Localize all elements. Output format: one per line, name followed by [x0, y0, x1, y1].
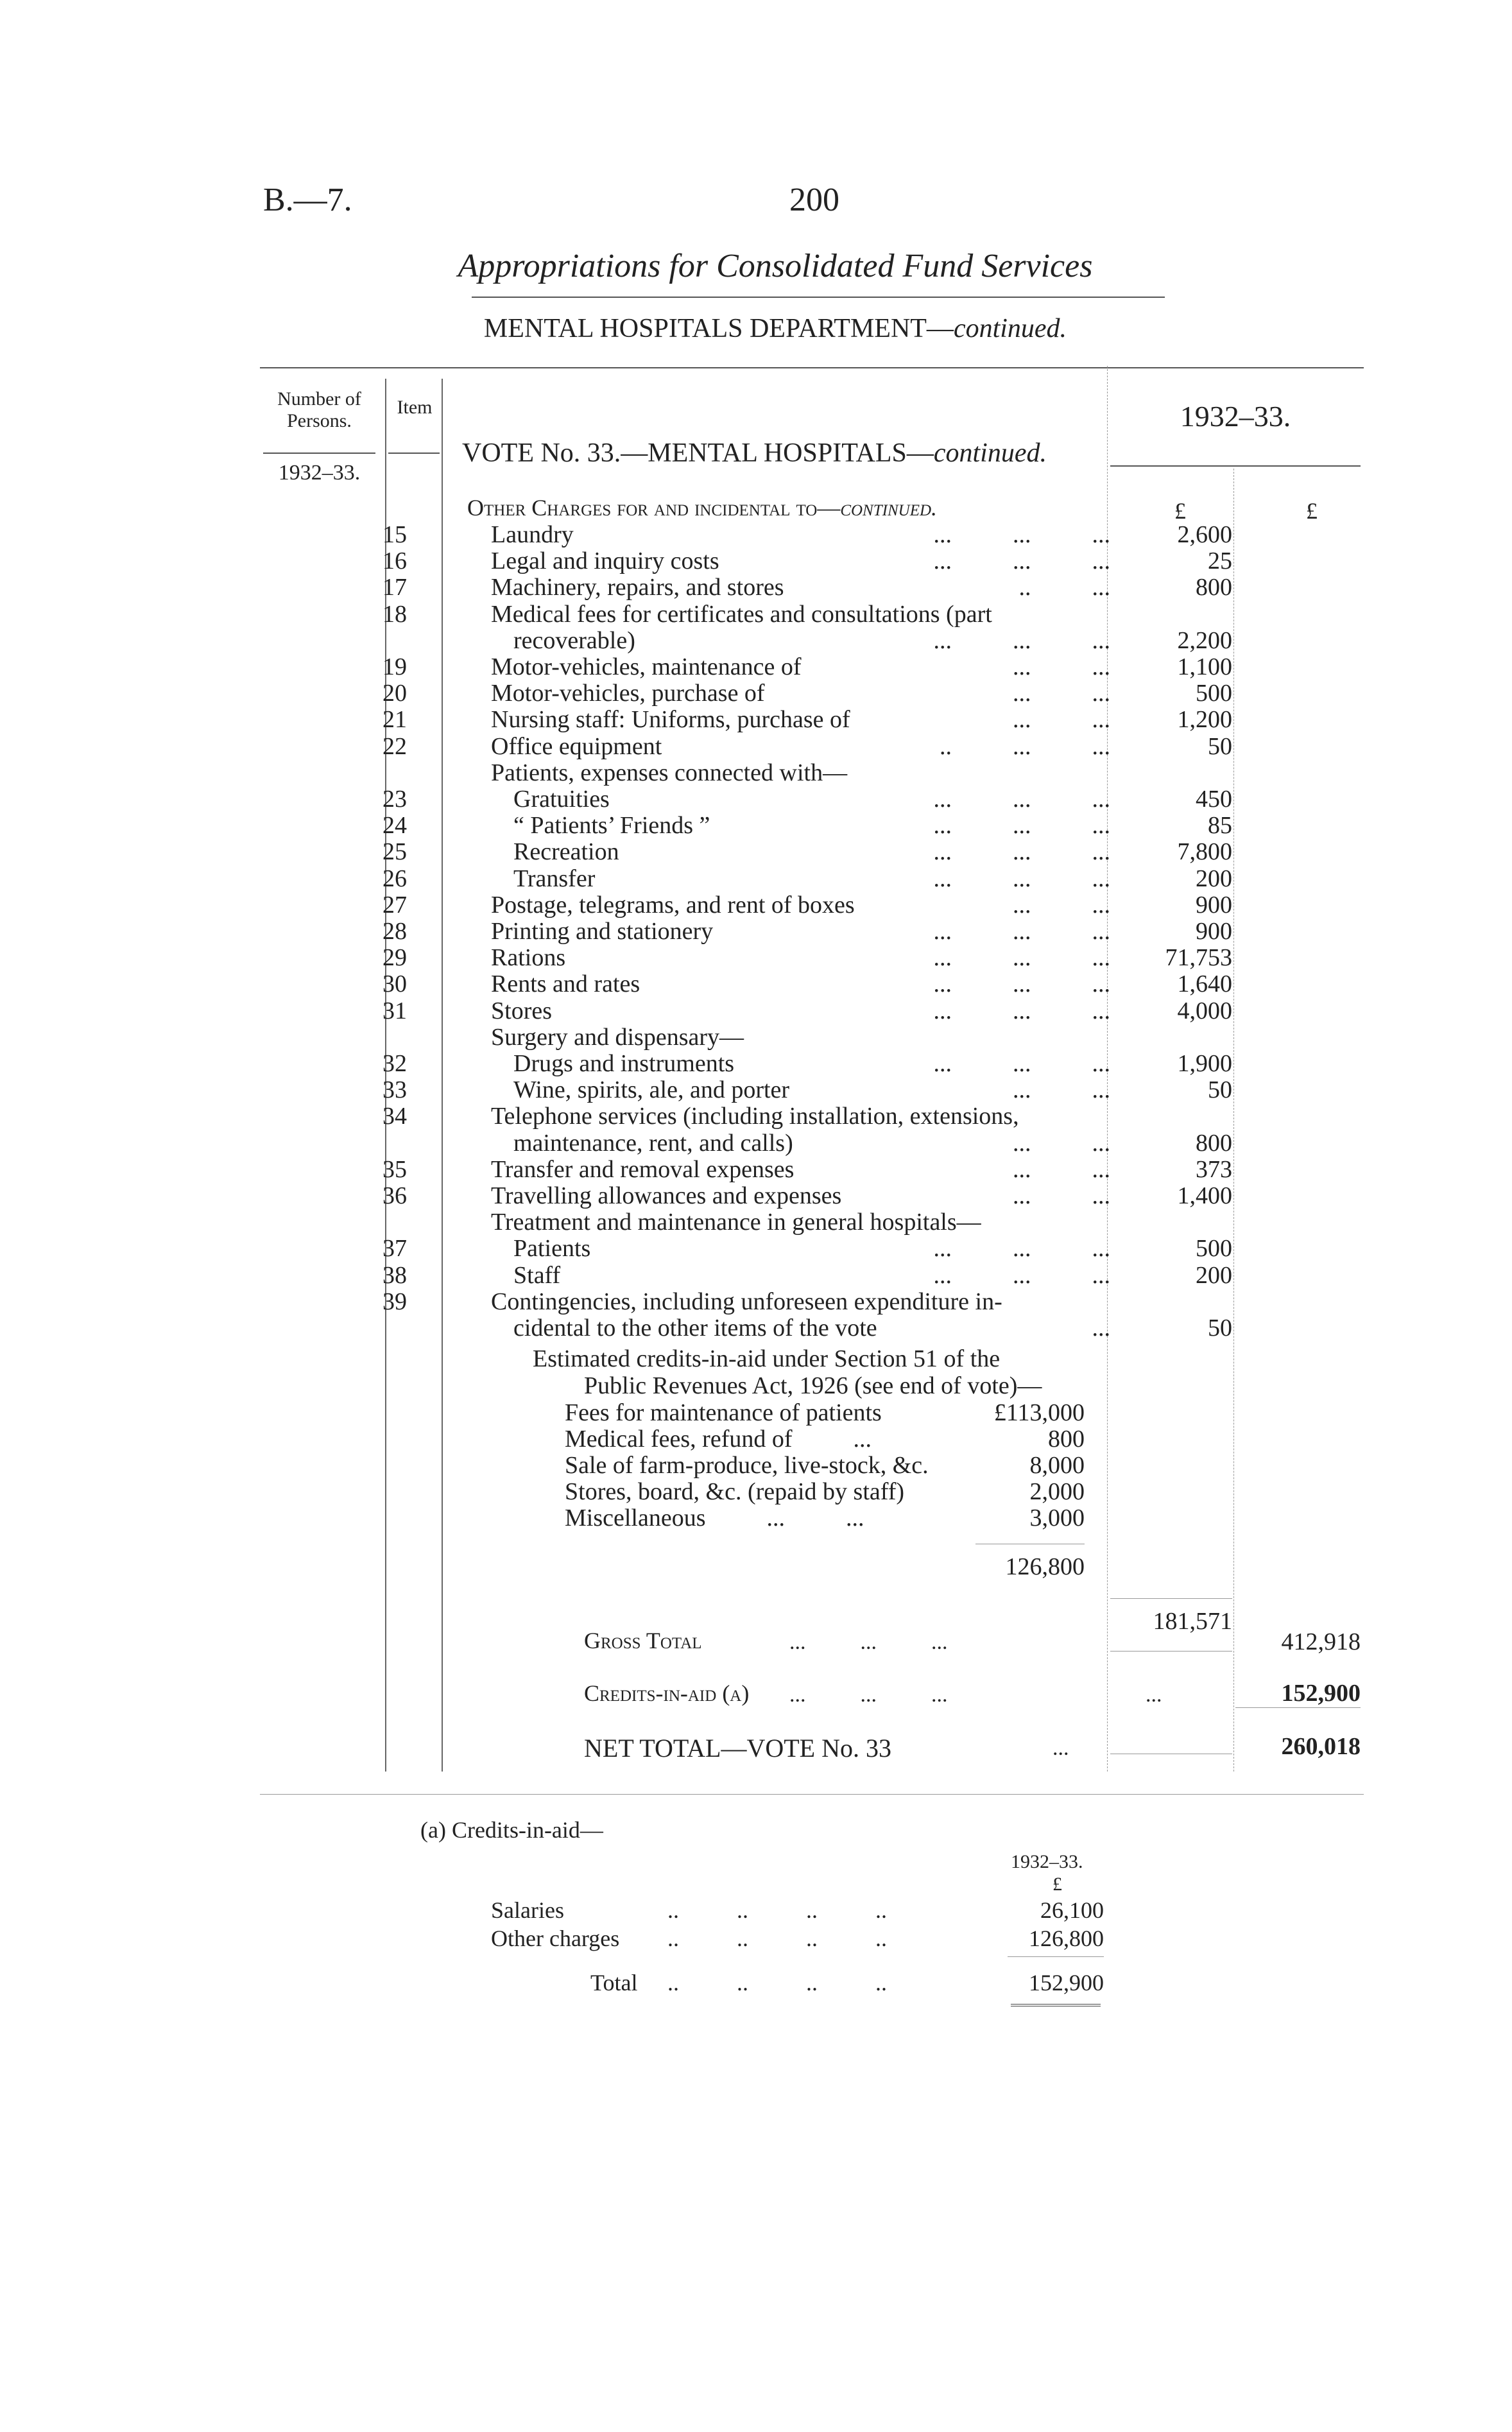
item-leader-dots: ... ... ...	[933, 997, 1110, 1024]
item-number: 26	[382, 865, 407, 892]
item-leader-dots: ... ...	[1013, 653, 1110, 680]
item-row	[359, 1235, 1110, 1262]
item-number: 35	[382, 1155, 407, 1183]
item-row	[359, 521, 1110, 548]
item-leader-dots: .. ...	[1018, 574, 1110, 601]
item-description: Motor-vehicles, maintenance of	[491, 653, 802, 680]
vote-heading-continued: continued.	[933, 438, 1047, 468]
item-row	[359, 1262, 1110, 1289]
item-row	[359, 1315, 1110, 1341]
item-number: 27	[382, 891, 407, 918]
item-number: 29	[382, 944, 407, 972]
item-description: maintenance, rent, and calls)	[513, 1129, 793, 1157]
gross-total-dots: ... ... ...	[789, 1630, 948, 1654]
item-amount: 900	[1196, 891, 1232, 918]
item-leader-dots: ... ... ...	[933, 838, 1110, 866]
item-description: Stores	[491, 997, 552, 1024]
item-number: 18	[382, 600, 407, 628]
item-leader-dots: ... ...	[1013, 1155, 1110, 1183]
item-leader-dots: ... ... ...	[933, 786, 1110, 813]
year-column-header: 1932–33.	[1180, 400, 1291, 433]
item-description: cidental to the other items of the vote	[513, 1315, 877, 1341]
item-number: 31	[382, 997, 407, 1024]
footnote-line-amount: 126,800	[1029, 1926, 1104, 1951]
item-row	[359, 653, 1110, 680]
item-number: 30	[382, 970, 407, 998]
table-top-rule	[260, 367, 1364, 368]
item-row	[359, 1182, 1110, 1209]
credit-line-label: Fees for maintenance of patients	[565, 1399, 882, 1426]
item-leader-dots: ... ... ...	[933, 812, 1110, 840]
gross-total-amount: 412,918	[1281, 1628, 1361, 1655]
net-total-amount-bold: 260,018	[1281, 1733, 1361, 1760]
item-amount: 50	[1208, 1076, 1232, 1104]
item-row	[359, 627, 1110, 654]
item-number: 39	[382, 1288, 407, 1315]
document-code: B.—7.	[263, 182, 352, 218]
item-row	[359, 1209, 1110, 1236]
item-leader-dots: ... ...	[1013, 680, 1110, 707]
item-leader-dots: ... ... ...	[933, 970, 1110, 998]
item-number: 32	[382, 1050, 407, 1077]
item-number: 28	[382, 918, 407, 945]
credits-in-aid-mid-dots: ...	[1146, 1683, 1162, 1707]
item-amount: 900	[1196, 918, 1232, 945]
item-row	[359, 1156, 1110, 1183]
item-leader-dots: ... ... ...	[933, 1235, 1110, 1263]
item-description: Travelling allowances and expenses	[491, 1182, 842, 1209]
page-number: 200	[789, 182, 839, 218]
item-row	[359, 944, 1110, 971]
item-description: Machinery, repairs, and stores	[491, 574, 784, 601]
item-number: 38	[382, 1261, 407, 1289]
item-description: Drugs and instruments	[513, 1050, 735, 1077]
credit-line-amount: 800	[1048, 1426, 1085, 1453]
table-bottom-rule	[260, 1794, 1364, 1795]
page-title: Appropriations for Consolidated Fund Services	[458, 248, 1093, 284]
item-row	[359, 838, 1110, 865]
item-row	[359, 997, 1110, 1024]
item-number: 24	[382, 812, 407, 840]
item-leader-dots: ... ... ...	[933, 865, 1110, 892]
item-amount: 500	[1196, 1235, 1232, 1263]
credits-intro-line1: Estimated credits-in-aid under Section 51 of the	[533, 1345, 1001, 1372]
footnote-total-amount: 152,900	[1029, 1970, 1104, 1996]
footnote-total-dots: .. .. .. ..	[667, 1970, 887, 1996]
item-description: Treatment and maintenance in general hospitals—	[491, 1209, 981, 1236]
item-description: Telephone services (including installation, extensions,	[491, 1103, 1019, 1130]
item-amount: 50	[1208, 1315, 1232, 1341]
item-row	[359, 574, 1110, 601]
credit-line-amount: £113,000	[993, 1399, 1085, 1426]
item-leader-dots: ... ...	[1013, 1076, 1110, 1104]
credits-in-aid-text: Credits-in-aid	[584, 1680, 717, 1706]
section-heading-main: Other Charges for and incidental to—	[467, 495, 841, 521]
credits-in-aid-label	[584, 1680, 749, 1707]
footnote-line-label: Salaries	[491, 1897, 564, 1923]
pound-sign-col2: £	[1306, 498, 1318, 524]
item-description: Office equipment	[491, 732, 662, 760]
credit-line-label: Miscellaneous ... ...	[565, 1505, 864, 1531]
persons-header-rule	[263, 453, 375, 454]
item-amount: 200	[1196, 865, 1232, 892]
footnote-total-rule	[1008, 1956, 1104, 1957]
footnote-double-rule	[1011, 2004, 1101, 2006]
credit-line-amount: 2,000	[1029, 1478, 1085, 1505]
item-amount: 85	[1208, 812, 1232, 840]
amount-col-mid-rule	[1233, 469, 1234, 1772]
gross-rule-col1	[1110, 1651, 1232, 1652]
item-number: 21	[382, 706, 407, 734]
item-row	[359, 1076, 1110, 1103]
item-number: 25	[382, 838, 407, 866]
year-header-rule	[1110, 465, 1361, 467]
item-number: 19	[382, 653, 407, 680]
item-leader-dots: ... ... ...	[933, 521, 1110, 548]
item-amount: 800	[1196, 574, 1232, 601]
item-amount: 71,753	[1165, 944, 1232, 972]
item-amount: 1,100	[1177, 653, 1232, 680]
item-row	[359, 1130, 1110, 1157]
subtitle-continued: continued.	[953, 314, 1067, 343]
item-description: Staff	[513, 1261, 561, 1289]
item-description: Printing and stationery	[491, 918, 714, 945]
vote-heading-main: VOTE No. 33.—MENTAL HOSPITALS—	[462, 438, 934, 468]
item-number: 37	[382, 1235, 407, 1263]
credit-line-amount: 8,000	[1029, 1452, 1085, 1479]
credits-rule-col2	[1235, 1707, 1361, 1708]
item-description: Legal and inquiry costs	[491, 548, 719, 575]
vote-heading	[462, 438, 1047, 469]
credit-line-amount: 3,000	[1029, 1505, 1085, 1531]
footnote-year: 1932–33.	[1011, 1851, 1083, 1872]
item-amount: 7,800	[1177, 838, 1232, 866]
item-description: Surgery and dispensary—	[491, 1023, 744, 1051]
item-row	[359, 1103, 1110, 1130]
footnote-line-dots: .. .. .. ..	[667, 1926, 887, 1951]
item-description: Laundry	[491, 521, 574, 548]
item-number: 17	[382, 574, 407, 601]
credits-in-aid-amount	[1232, 1680, 1361, 1707]
credits-in-aid-ref: (a)	[722, 1680, 750, 1706]
section-heading-continued: continued.	[840, 495, 938, 521]
item-amount: 25	[1208, 548, 1232, 575]
item-amount: 200	[1196, 1261, 1232, 1289]
footnote-title: (a) Credits-in-aid—	[420, 1817, 603, 1843]
item-description: Gratuities	[513, 786, 610, 813]
item-row	[359, 865, 1110, 892]
credit-line-label: Medical fees, refund of ...	[565, 1426, 872, 1453]
item-row	[359, 680, 1110, 707]
item-leader-dots: ... ... ...	[933, 626, 1110, 654]
item-description: “ Patients’ Friends ”	[513, 812, 710, 840]
item-number: 15	[382, 521, 407, 548]
item-description: Nursing staff: Uniforms, purchase of	[491, 706, 850, 734]
item-row	[359, 892, 1110, 918]
item-description: recoverable)	[513, 626, 635, 654]
item-row	[359, 918, 1110, 945]
footnote-line-dots: .. .. .. ..	[667, 1897, 887, 1923]
item-amount: 800	[1196, 1129, 1232, 1157]
item-row	[359, 786, 1110, 813]
gross-total-label: Gross Total	[584, 1628, 702, 1653]
footnote-line-label: Other charges	[491, 1926, 620, 1951]
item-row	[359, 548, 1110, 574]
item-header-rule	[388, 453, 440, 454]
net-total-amount	[1232, 1733, 1361, 1760]
item-description: Patients	[513, 1235, 591, 1263]
item-leader-dots: ... ...	[1013, 706, 1110, 734]
item-amount: 50	[1208, 732, 1232, 760]
persons-year-header: 1932–33.	[278, 461, 361, 485]
item-leader-dots: ... ... ...	[933, 548, 1110, 575]
footnote-line-amount: 26,100	[1040, 1897, 1104, 1923]
item-leader-dots: ...	[1092, 1315, 1110, 1341]
item-leader-dots: ... ...	[1013, 1129, 1110, 1157]
item-amount: 1,900	[1177, 1050, 1232, 1077]
net-total-label: NET TOTAL—VOTE No. 33	[584, 1734, 891, 1763]
item-number: 34	[382, 1103, 407, 1130]
footnote-total-label: Total	[590, 1970, 638, 1996]
item-amount: 2,600	[1177, 521, 1232, 548]
persons-column-header: Number of Persons.	[277, 388, 361, 431]
item-description: Recreation	[513, 838, 619, 866]
item-description: Motor-vehicles, purchase of	[491, 680, 765, 707]
footnote-pound: £	[1052, 1874, 1062, 1895]
item-leader-dots: ... ... ...	[933, 944, 1110, 972]
item-number: 22	[382, 732, 407, 760]
item-row	[359, 970, 1110, 997]
item-row	[359, 1024, 1110, 1051]
item-row	[359, 706, 1110, 733]
item-description: Medical fees for certificates and consultations (part	[491, 600, 992, 628]
item-amount: 4,000	[1177, 997, 1232, 1024]
item-description: Patients, expenses connected with—	[491, 759, 848, 786]
item-row	[359, 812, 1110, 839]
item-description: Rents and rates	[491, 970, 640, 998]
item-row	[359, 759, 1110, 786]
item-row	[359, 601, 1110, 628]
item-number: 33	[382, 1076, 407, 1104]
item-description: Postage, telegrams, and rent of boxes	[491, 891, 855, 918]
credit-line-label: Stores, board, &c. (repaid by staff)	[565, 1478, 905, 1505]
item-amount: 1,400	[1177, 1182, 1232, 1209]
item-description: Contingencies, including unforeseen expenditure in-	[491, 1288, 1002, 1315]
item-description: Transfer	[513, 865, 596, 892]
item-row	[359, 1288, 1110, 1315]
item-number: 23	[382, 786, 407, 813]
item-leader-dots: ... ... ...	[933, 918, 1110, 945]
title-underline	[472, 297, 1165, 298]
pound-sign-col1: £	[1174, 498, 1186, 524]
item-amount: 1,200	[1177, 706, 1232, 734]
item-leader-dots: ... ... ...	[933, 1050, 1110, 1077]
other-charges-total-rule	[1110, 1598, 1232, 1599]
item-amount: 2,200	[1177, 626, 1232, 654]
net-total-dots: ...	[1052, 1736, 1069, 1760]
item-description: Rations	[491, 944, 566, 972]
item-amount: 1,640	[1177, 970, 1232, 998]
subtitle-main: MENTAL HOSPITALS DEPARTMENT—	[483, 314, 954, 343]
item-number: 36	[382, 1182, 407, 1209]
item-description: Transfer and removal expenses	[491, 1155, 795, 1183]
section-heading	[467, 494, 937, 521]
item-leader-dots: ... ... ...	[933, 1261, 1110, 1289]
credits-in-aid-dots: ... ... ...	[789, 1683, 948, 1707]
item-row	[359, 1050, 1110, 1077]
credits-subtotal: 126,800	[1005, 1553, 1085, 1580]
item-row	[359, 733, 1110, 760]
credits-in-aid-amount-bold: 152,900	[1281, 1680, 1361, 1707]
other-charges-total: 181,571	[1153, 1608, 1232, 1635]
item-amount: 450	[1196, 786, 1232, 813]
item-number: 20	[382, 680, 407, 707]
credit-line-label: Sale of farm-produce, live-stock, &c.	[565, 1452, 929, 1479]
item-amount: 500	[1196, 680, 1232, 707]
item-leader-dots: .. ... ...	[940, 732, 1110, 760]
item-description: Wine, spirits, ale, and porter	[513, 1076, 790, 1104]
credits-intro-line2: Public Revenues Act, 1926 (see end of vote)—	[584, 1372, 1042, 1399]
item-leader-dots: ... ...	[1013, 891, 1110, 918]
item-amount: 373	[1196, 1155, 1232, 1183]
item-column-header: Item	[397, 397, 433, 418]
item-number: 16	[382, 548, 407, 575]
department-subtitle	[0, 313, 1512, 344]
item-leader-dots: ... ...	[1013, 1182, 1110, 1209]
